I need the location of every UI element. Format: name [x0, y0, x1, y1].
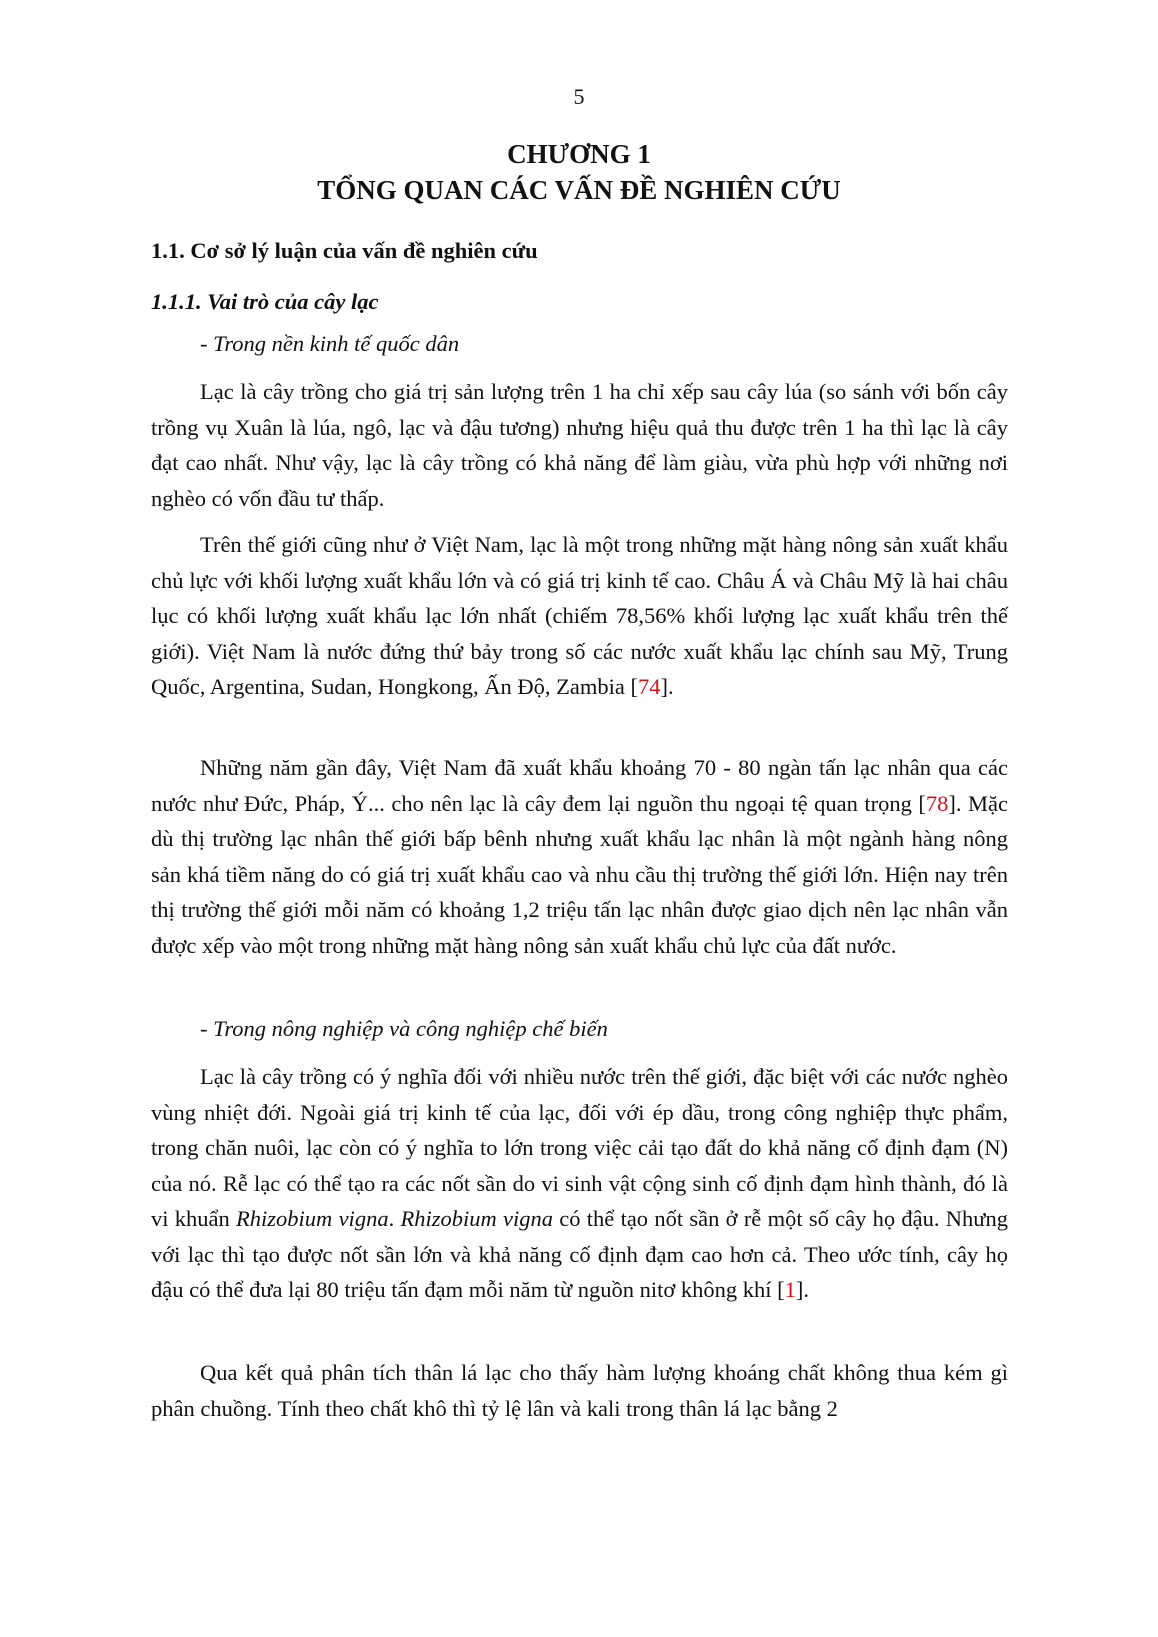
paragraph-4-text-1: Lạc là cây trồng có ý nghĩa đối với nhiều nước trên thế giới, đặc biệt với các nước nghèo vùng nhiệt đới. Ngoài giá trị kinh tế của lạc, đối với ép dầu, trong công nghiệp thực phẩm, trong chăn nuôi, lạc còn có ý nghĩa to lớn trong việc cải tạo đất do khả năng cố định đạm (N) của nó. Rễ lạc có thể tạo ra các nốt sần do vi sinh vật cộng sinh cố định đạm hình thành, đó là vi khuẩn: [151, 1064, 1008, 1231]
paragraph-5-text: Qua kết quả phân tích thân lá lạc cho thấy hàm lượng khoáng chất không thua kém gì phân chuồng. Tính theo chất khô thì tỷ lệ lân và kali trong thân lá lạc bằng 2: [151, 1360, 1008, 1421]
page-number: 5: [573, 84, 585, 109]
citation-link[interactable]: 74: [638, 674, 661, 699]
paragraph-3-text-1: Những năm gần đây, Việt Nam đã xuất khẩu khoảng 70 - 80 ngàn tấn lạc nhân qua các nước như Đức, Pháp, Ý... cho nên lạc là cây đem lại nguồn thu ngoại tệ quan trọng [: [151, 755, 1008, 816]
paragraph-2: [151, 527, 1008, 705]
subsection-heading: 1.1.1. Vai trò của cây lạc: [151, 289, 379, 314]
paragraph-5: [151, 1355, 1008, 1426]
species-name: Rhizobium vigna: [236, 1206, 389, 1231]
chapter-heading: [0, 136, 1158, 208]
sub-heading-agriculture: - Trong nông nghiệp và công nghiệp chế biến: [200, 1016, 608, 1041]
paragraph-4-text-2: .: [388, 1206, 401, 1231]
chapter-title: TỔNG QUAN CÁC VẤN ĐỀ NGHIÊN CỨU: [317, 175, 841, 205]
paragraph-2-end: ].: [660, 674, 674, 699]
paragraph-2-text: Trên thế giới cũng như ở Việt Nam, lạc là một trong những mặt hàng nông sản xuất khẩu chủ lực với khối lượng xuất khẩu lớn và có giá trị kinh tế cao. Châu Á và Châu Mỹ là hai châu lục có khối lượng xuất khẩu lạc lớn nhất (chiếm 78,56% khối lượng lạc xuất khẩu trên thế giới). Việt Nam là nước đứng thứ bảy trong số các nước xuất khẩu lạc chính sau Mỹ, Trung Quốc, Argentina, Sudan, Hongkong, Ấn Độ, Zambia [: [151, 532, 1008, 699]
paragraph-4-end: ].: [795, 1277, 810, 1302]
chapter-label: CHƯƠNG 1: [507, 139, 651, 169]
paragraph-1: [151, 374, 1008, 516]
paragraph-4: [151, 1059, 1008, 1308]
citation-link[interactable]: 78: [925, 790, 949, 816]
sub-heading-economy: - Trong nền kinh tế quốc dân: [200, 331, 460, 356]
species-name: Rhizobium vigna: [400, 1206, 554, 1231]
paragraph-1-text: Lạc là cây trồng cho giá trị sản lượng trên 1 ha chỉ xếp sau cây lúa (so sánh với bốn cây trồng vụ Xuân là lúa, ngô, lạc và đậu tương) nhưng hiệu quả thu được trên 1 ha thì lạc là cây đạt cao nhất. Như vậy, lạc là cây trồng có khả năng để làm giàu, vừa phù hợp với những nơi nghèo có vốn đầu tư thấp.: [151, 379, 1008, 511]
paragraph-3-text-2: ]. Mặc dù thị trường lạc nhân thế giới bấp bênh nhưng xuất khẩu lạc nhân là một ngành hàng nông sản khá tiềm năng do có giá trị xuất khẩu cao và nhu cầu thị trường thế giới lớn. Hiện nay trên thị trường thế giới mỗi năm có khoảng 1,2 triệu tấn lạc nhân được giao dịch nên lạc nhân vẫn được xếp vào một trong những mặt hàng nông sản xuất khẩu chủ lực của đất nước.: [151, 790, 1008, 958]
citation-link[interactable]: 1: [784, 1277, 796, 1302]
paragraph-3: [151, 750, 1008, 963]
paragraph-4-text-3: có thể tạo nốt sần ở rễ một số cây họ đậu. Nhưng với lạc thì tạo được nốt sần lớn và khả năng cố định đạm cao hơn cả. Theo ước tính, cây họ đậu có thể đưa lại 80 triệu tấn đạm mỗi năm từ nguồn nitơ không khí [: [151, 1206, 1008, 1302]
section-heading: 1.1. Cơ sở lý luận của vấn đề nghiên cứu: [151, 238, 538, 263]
